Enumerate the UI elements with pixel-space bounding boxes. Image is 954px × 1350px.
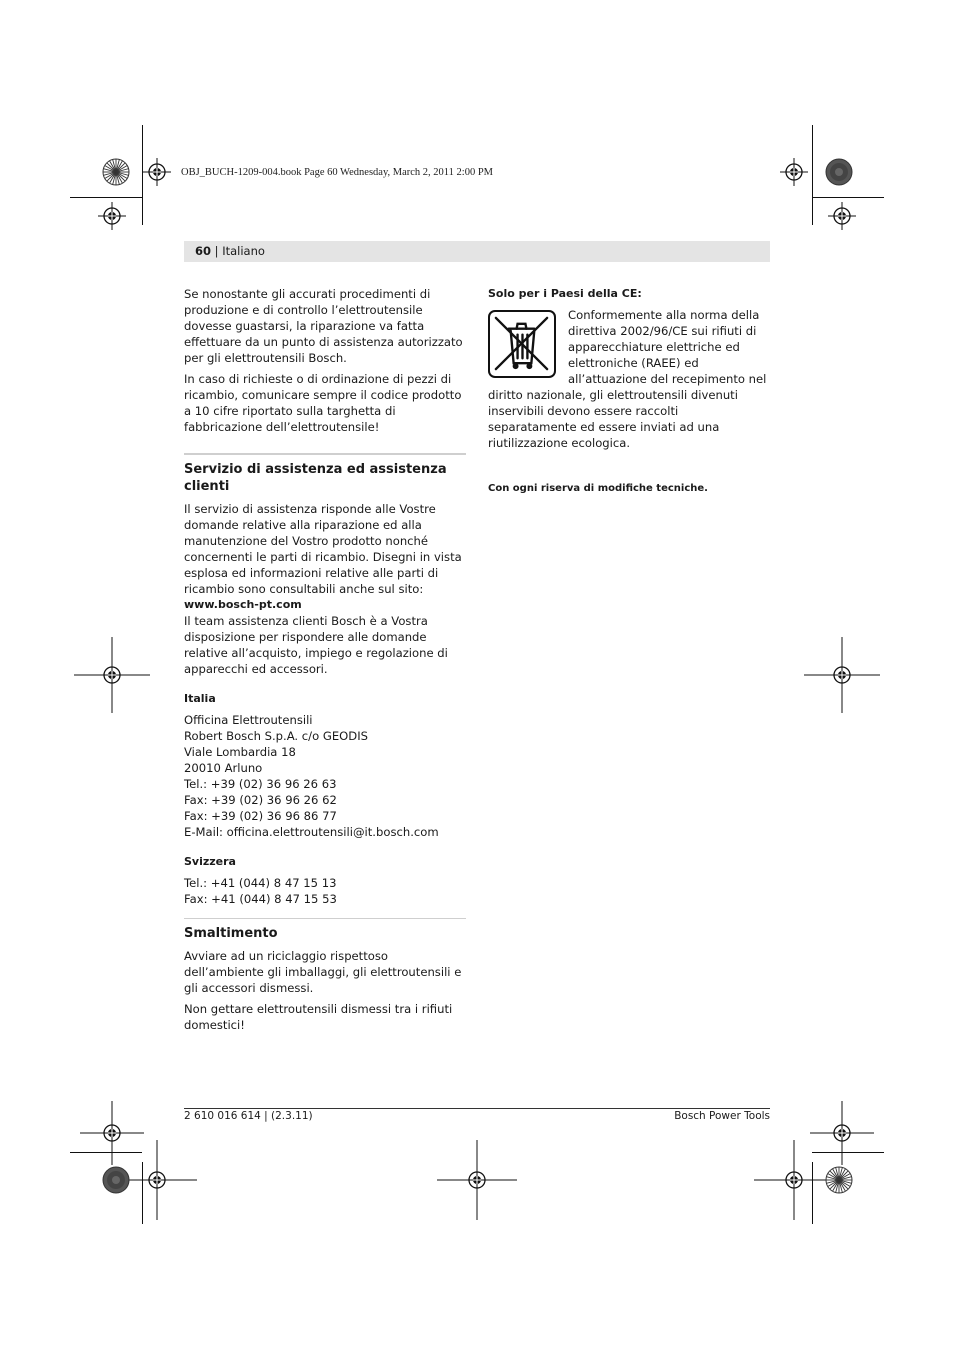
disposal-heading: Smaltimento (184, 926, 278, 941)
registration-crosshair-icon (143, 158, 171, 186)
service-paragraph-1: Il servizio di assistenza risponde alle Vostre domande relative alla riparazione ed alla manutenzione del Vostro prodotto nonché concernenti le parti di ricambio. Disegni in vista esplosa ed informazioni relative alle parti di ricambio sono consultabili anche sul sito: (184, 502, 462, 596)
print-slug: OBJ_BUCH-1209-004.book Page 60 Wednesday, March 2, 2011 2:00 PM (181, 167, 493, 178)
page-header (184, 241, 770, 262)
svizzera-contacts (184, 875, 466, 907)
crop-line (812, 125, 813, 225)
fax-line: Fax: +41 (044) 8 47 15 53 (184, 892, 337, 906)
footer-brand: Bosch Power Tools (674, 1110, 770, 1122)
registration-crosshair-icon (804, 637, 880, 713)
reserve-note: Con ogni riserva di modifiche tecniche. (488, 483, 708, 494)
service-heading: Servizio di assistenza ed assistenza clienti (184, 462, 447, 494)
ce-heading: Solo per i Paesi della CE: (488, 287, 642, 300)
section-divider (184, 453, 466, 455)
ce-text: Conformemente alla norma della direttiva 2002/96/CE sui rifiuti di apparecchiature elettriche ed elettroniche (RAEE) ed all’attuazione del recepimento nel diritto nazionale, gli elettroutensili divenuti inservibili devono essere raccolti separatamente ed essere inviati ad una riutilizzazione ecologica. (488, 308, 767, 450)
address-line: Robert Bosch S.p.A. c/o GEODIS (184, 729, 368, 743)
address-line: Officina Elettroutensili (184, 713, 313, 727)
address-line: 20010 Arluno (184, 761, 263, 775)
phone-line: Tel.: +41 (044) 8 47 15 13 (184, 876, 337, 890)
footer-code: 2 610 016 614 | (2.3.11) (184, 1110, 313, 1122)
registration-crosshair-icon (74, 637, 150, 713)
crop-line (70, 197, 142, 198)
phone-line: Tel.: +39 (02) 36 96 26 63 (184, 777, 337, 791)
email-line: E-Mail: officina.elettroutensili@it.bosch.com (184, 825, 439, 839)
address-line: Viale Lombardia 18 (184, 745, 296, 759)
section-divider (184, 918, 466, 919)
registration-crosshair-icon (828, 202, 856, 230)
service-paragraph-2: Il team assistenza clienti Bosch è a Vostra disposizione per rispondere alle domande relative all’acquisto, impiego e regolazione di apparecchi ed accessori. (184, 614, 448, 676)
italia-heading: Italia (184, 692, 216, 705)
intro-paragraph-1: Se nonostante gli accurati procedimenti di produzione e di controllo l’elettroutensile dovesse guastarsi, la riparazione va fatta effettuare da un punto di assistenza autorizzato per gli elettroutensili Bosch. (184, 287, 463, 365)
intro-paragraph-2: In caso di richieste o di ordinazione di pezzi di ricambio, comunicare sempre il codice prodotto a 10 cifre riportato sulla targhetta di fabbricazione dell’elettroutensile! (184, 372, 462, 434)
disposal-paragraph-1: Avviare ad un riciclaggio rispettoso dell’ambiente gli imballaggi, gli elettroutensili e gli accessori dismessi. (184, 949, 462, 995)
crossed-out-wheelie-bin-icon (488, 310, 556, 378)
print-color-target-icon (825, 1166, 853, 1194)
right-column (488, 286, 770, 497)
print-color-target-icon (102, 158, 130, 186)
disposal-paragraph-2: Non gettare elettroutensili dismessi tra i rifiuti domestici! (184, 1002, 453, 1032)
svizzera-heading: Svizzera (184, 855, 236, 868)
service-url: www.bosch-pt.com (184, 598, 302, 611)
crop-line (812, 197, 884, 198)
fax-line: Fax: +39 (02) 36 96 86 77 (184, 809, 337, 823)
registration-crosshair-icon (754, 1140, 834, 1220)
fax-line: Fax: +39 (02) 36 96 26 62 (184, 793, 337, 807)
print-color-target-icon (825, 158, 853, 186)
italia-address (184, 712, 466, 840)
print-color-target-icon (102, 1166, 130, 1194)
registration-crosshair-icon (98, 202, 126, 230)
left-column (184, 286, 466, 1038)
header-language: Italiano (222, 244, 265, 258)
registration-crosshair-icon (780, 158, 808, 186)
registration-crosshair-icon (437, 1140, 517, 1220)
footer-rule (184, 1108, 770, 1109)
header-separator: | (211, 244, 223, 258)
page-number: 60 (195, 244, 212, 258)
